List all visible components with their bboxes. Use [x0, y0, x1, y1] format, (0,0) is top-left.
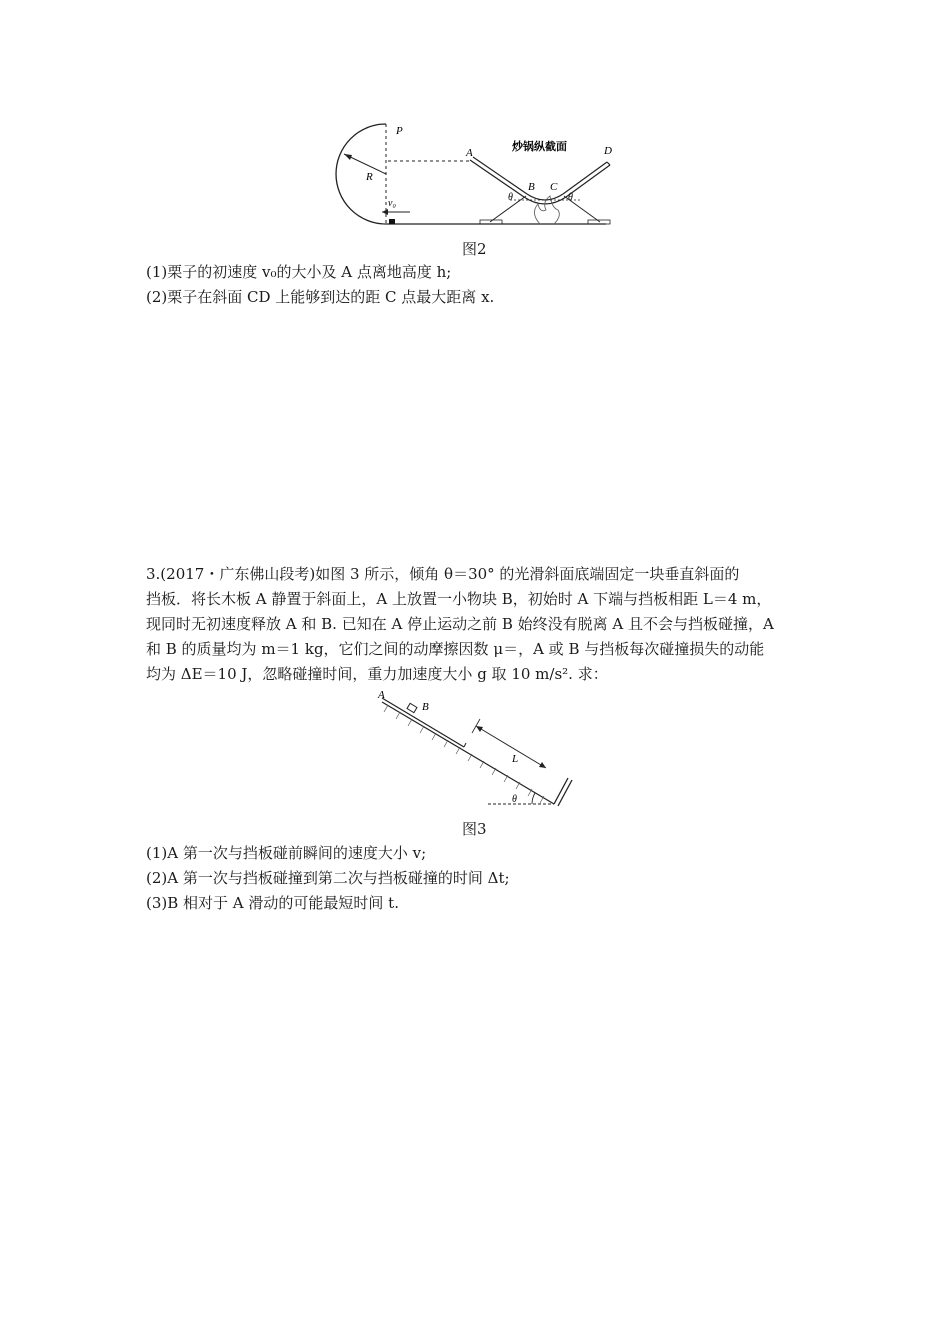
label-v0: v₀	[388, 198, 396, 209]
label-wok-title: 炒锅纵截面	[512, 141, 567, 153]
label-D: D	[604, 145, 612, 157]
label-L: L	[512, 753, 519, 765]
label-A: A	[466, 147, 473, 159]
label-C: C	[550, 181, 558, 193]
q2-sub1: (1)栗子的初速度 v₀的大小及 A 点离地高度 h;	[146, 263, 452, 281]
label-theta-left: θ	[508, 192, 513, 203]
label-R: R	[366, 171, 373, 183]
label-P: P	[396, 125, 403, 137]
q3-sub2: (2)A 第一次与挡板碰撞到第二次与挡板碰撞的时间 Δt;	[146, 869, 510, 887]
figure-2-caption: 图2	[462, 240, 487, 258]
label-theta-right: θ	[568, 192, 573, 203]
label-theta: θ	[512, 794, 517, 805]
label-A: A	[378, 690, 385, 701]
label-B: B	[422, 701, 429, 713]
q3-stem-line-3: 现同时无初速度释放 A 和 B. 已知在 A 停止运动之前 B 始终没有脱离 A 且不会与挡板碰撞，A	[146, 615, 774, 633]
figure-3-caption: 图3	[462, 820, 487, 838]
q3-stem-line-4: 和 B 的质量均为 m＝1 kg，它们之间的动摩擦因数 μ＝，A 或 B 与挡板每次碰撞损失的动能	[146, 640, 765, 658]
q2-sub2: (2)栗子在斜面 CD 上能够到达的距 C 点最大距离 x.	[146, 288, 495, 306]
q3-stem-line-1: 3.(2017・广东佛山段考)如图 3 所示，倾角 θ＝30° 的光滑斜面底端固定一块垂直斜面的	[146, 565, 740, 583]
q3-stem-line-5: 均为 ΔE＝10 J，忽略碰撞时间，重力加速度大小 g 取 10 m/s². 求：	[146, 665, 608, 683]
label-B: B	[528, 181, 535, 193]
q3-sub3: (3)B 相对于 A 滑动的可能最短时间 t.	[146, 894, 399, 912]
figure-3-diagram	[376, 690, 576, 814]
q3-stem-line-2: 挡板．将长木板 A 静置于斜面上，A 上放置一小物块 B，初始时 A 下端与挡板相距 L＝4 m，	[146, 590, 772, 608]
q3-sub1: (1)A 第一次与挡板碰前瞬间的速度大小 v;	[146, 844, 427, 862]
figure-2-diagram	[330, 118, 620, 232]
